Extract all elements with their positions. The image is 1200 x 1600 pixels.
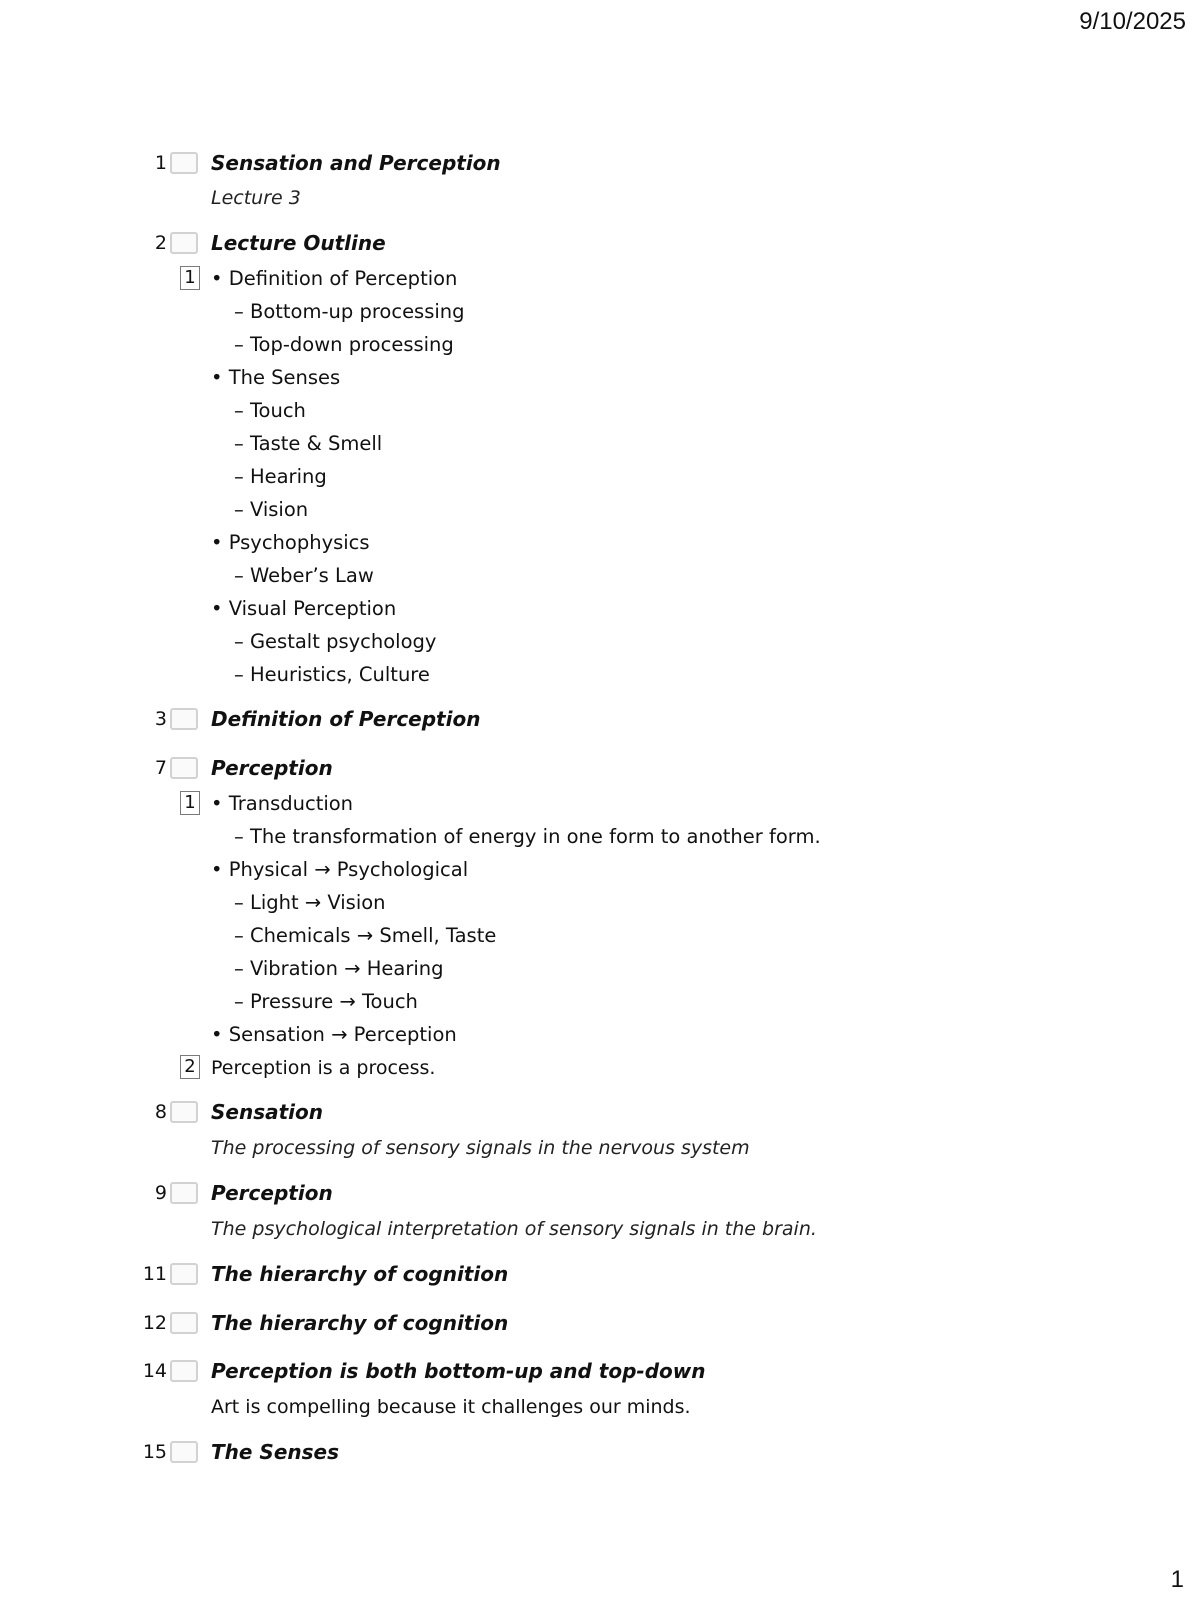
slide-title: The hierarchy of cognition [211,1311,509,1335]
sub-bullet-item: – Gestalt psychology [234,630,437,653]
slide-thumbnail[interactable] [170,152,198,174]
slide-title: Definition of Perception [211,707,481,731]
slide-subtitle: The processing of sensory signals in the nervous system [211,1137,750,1159]
bullet-item: • Psychophysics [211,531,370,554]
slide-number: 1 [154,152,167,174]
slide-number: 11 [142,1263,167,1285]
slide-number: 2 [154,232,167,254]
slide-thumbnail[interactable] [170,1360,198,1382]
sub-bullet-item: – Hearing [234,465,327,488]
slide-thumbnail[interactable] [170,1441,198,1463]
slide-thumbnail[interactable] [170,1182,198,1204]
bullet-item: • The Senses [211,366,341,389]
slide-subtitle: The psychological interpretation of sensory signals in the brain. [211,1218,817,1240]
sub-bullet-item: – Light → Vision [234,891,386,914]
slide-number: 12 [142,1312,167,1334]
slide-title: The hierarchy of cognition [211,1262,509,1286]
sub-bullet-item: – Pressure → Touch [234,990,418,1013]
slide-thumbnail[interactable] [170,1101,198,1123]
slide-note: Perception is a process. [211,1057,436,1079]
slide-title: Sensation and Perception [211,151,501,175]
slide-thumbnail[interactable] [170,708,198,730]
sub-bullet-item: – Heuristics, Culture [234,663,430,686]
bullet-item: • Sensation → Perception [211,1023,457,1046]
slide-number: 8 [154,1101,167,1123]
sub-bullet-item: – Vibration → Hearing [234,957,444,980]
slide-thumbnail[interactable] [170,757,198,779]
slide-title: Perception is both bottom-up and top-down [211,1359,706,1383]
sub-bullet-item: – The transformation of energy in one form to another form. [234,825,821,848]
sub-bullet-item: – Vision [234,498,309,521]
sub-bullet-item: – Chemicals → Smell, Taste [234,924,497,947]
placeholder-marker: 1 [180,266,200,290]
slide-subtitle: Lecture 3 [211,187,301,209]
slide-number: 14 [142,1360,167,1382]
slide-number: 3 [154,708,167,730]
page-number: 1 [1170,1566,1184,1593]
placeholder-marker: 1 [180,791,200,815]
sub-bullet-item: – Touch [234,399,306,422]
slide-thumbnail[interactable] [170,232,198,254]
sub-bullet-item: – Top-down processing [234,333,454,356]
bullet-item: • Transduction [211,792,354,815]
bullet-item: • Physical → Psychological [211,858,469,881]
slide-title: Perception [211,1181,333,1205]
bullet-item: • Definition of Perception [211,267,458,290]
slide-number: 7 [154,757,167,779]
slide-body-text: Art is compelling because it challenges our minds. [211,1396,691,1418]
sub-bullet-item: – Bottom-up processing [234,300,465,323]
print-date: 9/10/2025 [1079,8,1186,35]
bullet-item: • Visual Perception [211,597,397,620]
slide-title: Perception [211,756,333,780]
sub-bullet-item: – Weber’s Law [234,564,374,587]
slide-thumbnail[interactable] [170,1312,198,1334]
placeholder-marker: 2 [180,1055,200,1079]
slide-title: Lecture Outline [211,231,386,255]
slide-number: 15 [142,1441,167,1463]
slide-thumbnail[interactable] [170,1263,198,1285]
slide-title: Sensation [211,1100,324,1124]
sub-bullet-item: – Taste & Smell [234,432,383,455]
slide-title: The Senses [211,1440,339,1464]
slide-number: 9 [154,1182,167,1204]
